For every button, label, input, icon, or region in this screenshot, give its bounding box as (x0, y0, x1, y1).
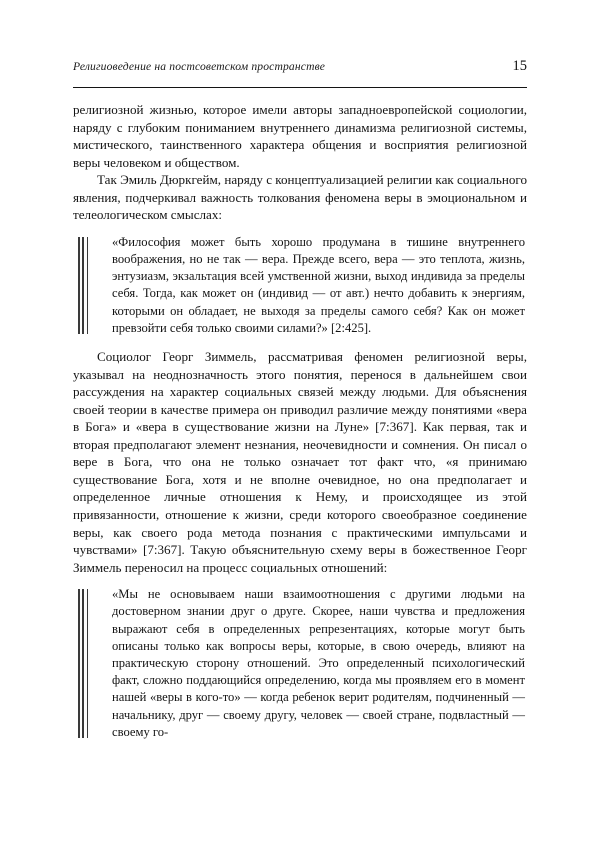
blockquote-durkheim-text: «Философия может быть хорошо продумана в тишине внутреннего воображения, но не так — вера. Прежде всего, вера — это теплота, жизнь, энтузиазм, экзальтация всей умственной жизни, выход индивида за пределы себя. Тогда, как может он (индивид — от авт.) нечто добавить к энергиям, которыми он обладает, не выходя за пределы самого себя? Как он может превзойти себя только своими силами?» [2:425]. (112, 234, 525, 335)
spacer-below-quote-1 (73, 337, 527, 348)
running-head-title: Религиоведение на постсоветском пространстве (73, 60, 326, 73)
running-head (73, 58, 527, 75)
quote-marker-triple-rule-icon (78, 237, 89, 334)
paragraph-continued: религиозной жизнью, которое имели авторы западноевропейской социологии, наряду с глубоким пониманием внутреннего динамизма религиозной системы, мистического, таинственного характера общения и восприятия религиозной веры человеком и обществом. (73, 102, 527, 170)
blockquote-simmel-text: «Мы не основываем наши взаимоотношения с другими людьми на достоверном знании друг о друге. Скорее, наши чувства и предложения выражают себя в определенных репрезентациях, которые могут быть описаны только как вопросы веры, которые, в свою очередь, влияют на практическую сторону отношений. Это определенный психологический факт, сложно поддающийся определению, когда мы проявляем его в момент нашей «веры в кого-то» — когда ребенок верит родителям, подчиненный — начальнику, друг — своему другу, человек — своей стране, подвластный — своему го- (112, 587, 525, 739)
spacer-above-quote-1 (73, 224, 527, 234)
quote-marker-triple-rule-icon (78, 589, 89, 738)
paragraph-durkheim-intro: Так Эмиль Дюркгейм, наряду с концептуализацией религии как социального явления, подчеркивал важность толкования феномена веры в эмоциональном и телеологическом смыслах: (73, 172, 527, 223)
spacer-above-quote-2 (73, 576, 527, 586)
header-divider-rule (73, 87, 527, 88)
page-number: 15 (512, 58, 527, 74)
blockquote-durkheim (73, 234, 527, 337)
blockquote-simmel (73, 586, 527, 741)
body-text-column (73, 101, 527, 741)
paragraph-simmel: Социолог Георг Зиммель, рассматривая феномен религиозной веры, указывал на неоднозначность этого понятия, перенося в дальнейшем свои рассуждения на характер социальных связей между людьми. Для объяснения своей теории в качестве примера он приводил различие между понятиями «вера в Бога» и «вера в существование жизни на Луне» [7:367]. Как первая, так и вторая предполагают элемент незнания, неочевидности и сомнения. Он писал о вере в Бога, что она не только означает тот факт что, «я принимаю существование Бога, хотя и не вполне очевидное, но она предполагает и определенное личные отношения к Нему, и происходящее из этой привязанности, отношение к жизни, среди которого своеобразное соединение веры, как своего рода метода познания с практическими импульсами и чувствами» [7:367]. Такую объяснительную схему веры в божественное Георг Зиммель переносил на процесс социальных отношений: (73, 349, 527, 575)
